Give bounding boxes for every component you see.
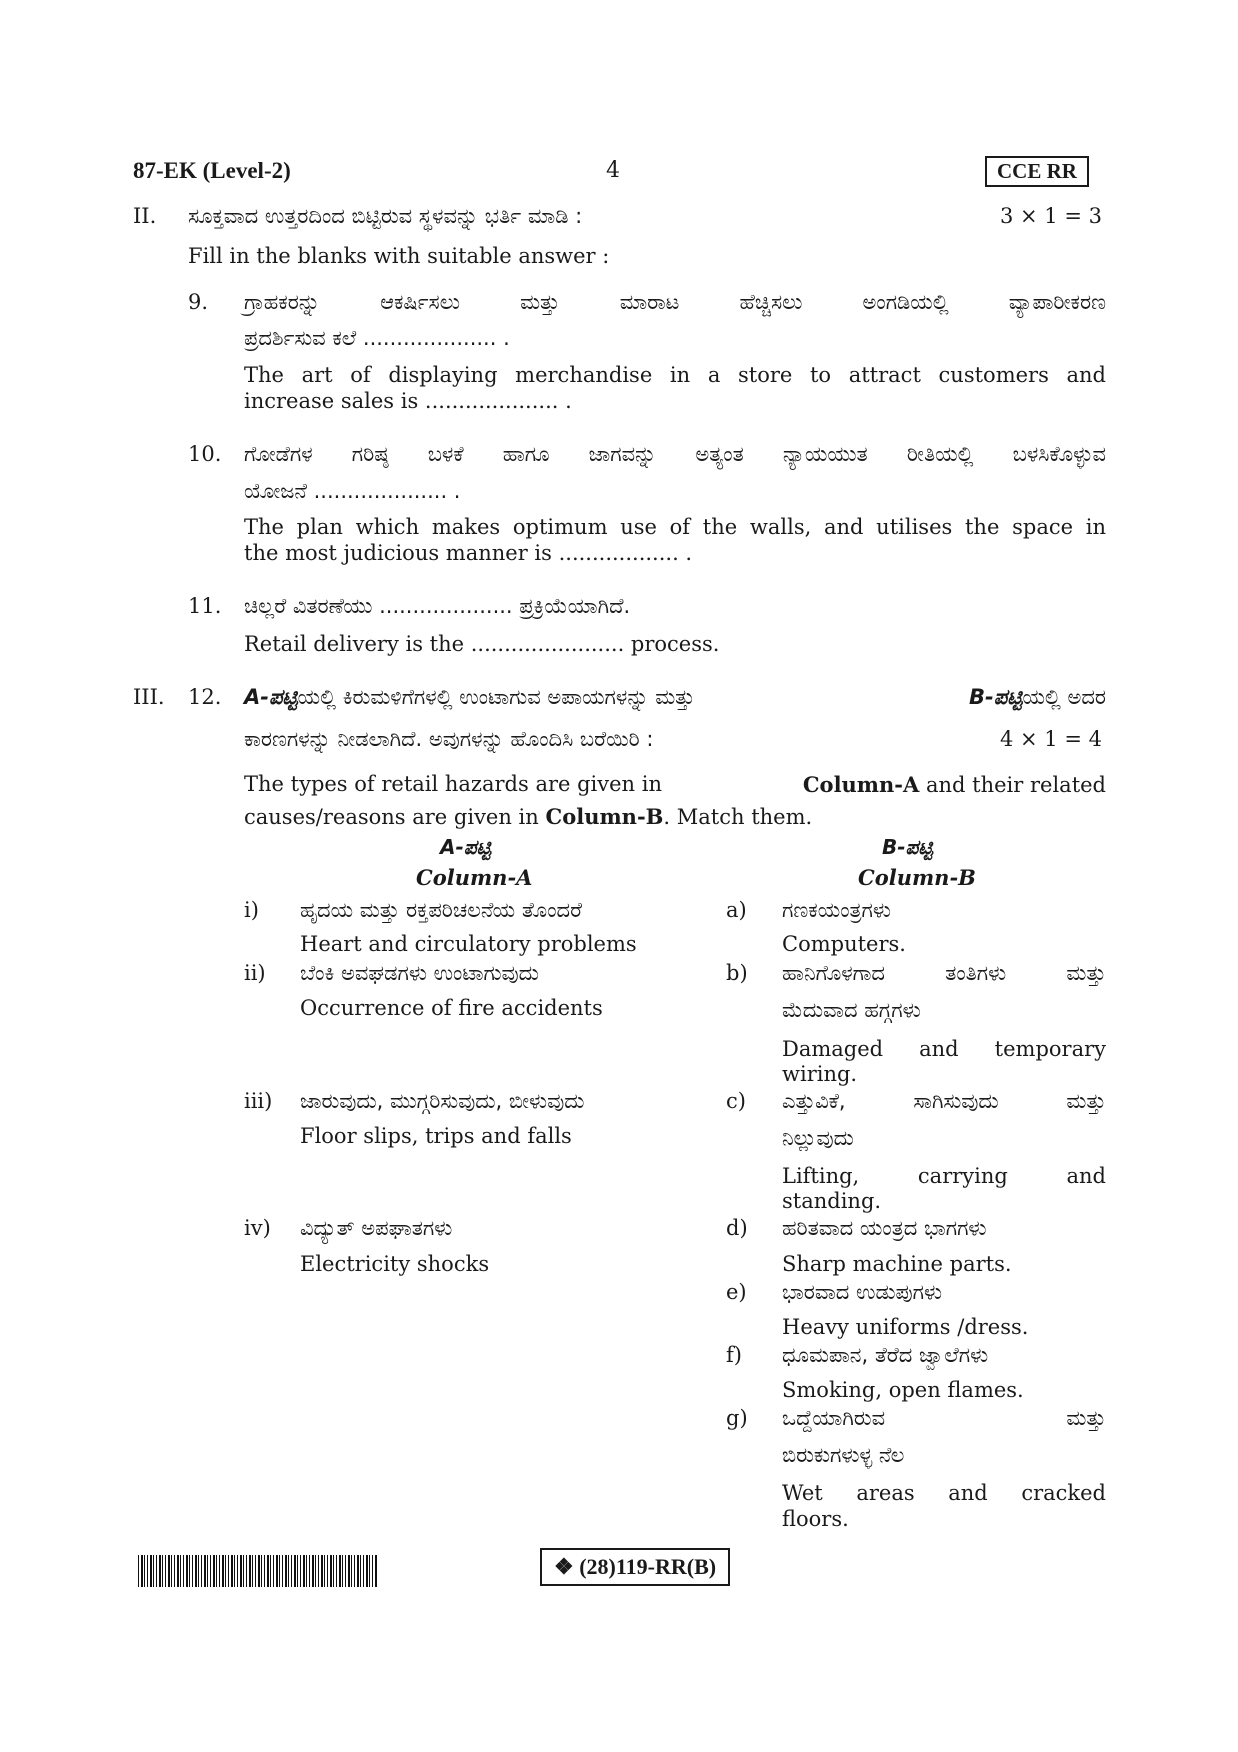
column-b-kn: ಗಣಕಯಂತ್ರಗಳು [782,898,891,922]
q11-en-line1: Retail delivery is the ....................... process. [244,632,720,656]
column-b-en: Wet areas and cracked [782,1481,1106,1505]
q12-en-line2-b: . Match them. [663,805,813,829]
column-b-label: b) [726,961,748,985]
column-b-heading-en: Column-B [858,865,976,890]
q10-number: 10. [188,442,222,466]
q12-en-line2-a: causes/reasons are given in [244,805,539,829]
q12-kn-line2: ಕಾರಣಗಳನ್ನು ನೀಡಲಾಗಿದೆ. ಅವುಗಳನ್ನು ಹೊಂದಿಸಿ ಬರೆಯಿರಿ : [244,727,654,751]
section-2-numeral: II. [133,204,157,228]
q12-kn-line1 [244,685,1106,710]
footer-code-box [540,1548,730,1586]
section-3-numeral: III. [133,685,165,709]
column-a-heading-kn: A-ಪಟ್ಟಿ [440,835,492,859]
section-2-instruction-en: Fill in the blanks with suitable answer : [188,244,610,268]
q12-column-b-ref: B-ಪಟ್ಟಿ [969,685,1023,709]
column-b-label: a) [726,898,747,922]
column-a-en: Occurrence of fire accidents [300,996,603,1020]
section-2-instruction-kn: ಸೂಕ್ತವಾದ ಉತ್ತರದಿಂದ ಬಿಟ್ಟಿರುವ ಸ್ಥಳವನ್ನು ಭರ್ತಿ ಮಾಡಿ : [188,204,583,228]
q11-kn-line1: ಚಿಲ್ಲರೆ ವಿತರಣೆಯು .................... ಪ್ರಕ್ರಿಯೆಯಾಗಿದೆ. [244,594,631,618]
column-b-label: e) [726,1280,747,1304]
column-b-kn: ಹಾನಿಗೊಳಗಾದ ತಂತಿಗಳು ಮತ್ತು [782,961,1106,985]
column-b-heading-kn: B-ಪಟ್ಟಿ [882,835,933,859]
q9-en-line1: The art of displaying merchandise in a store to attract customers and [244,363,1106,387]
q10-en-line1: The plan which makes optimum use of the walls, and utilises the space in [244,515,1106,539]
column-a-heading-en: Column-A [416,865,533,890]
column-b-kn-cont: ನಿಲ್ಲುವುದು [782,1126,854,1150]
q12-number: 12. [188,685,222,709]
column-b-kn: ಹರಿತವಾದ ಯಂತ್ರದ ಭಾಗಗಳು [782,1216,987,1240]
page-number: 4 [606,158,620,183]
column-a-label: ii) [244,961,266,985]
column-b-kn: ಎತ್ತುವಿಕೆ, ಸಾಗಿಸುವುದು ಮತ್ತು [782,1089,1106,1113]
column-a-label: iv) [244,1216,271,1240]
q9-en-line2: increase sales is .................... . [244,389,572,413]
column-a-en: Electricity shocks [300,1252,490,1276]
column-b-en: Computers. [782,932,906,956]
q10-en-line2: the most judicious manner is .................. . [244,541,693,565]
column-a-label: i) [244,898,259,922]
column-b-en: Damaged and temporary [782,1037,1106,1061]
q9-number: 9. [188,290,209,314]
column-b-kn: ಭಾರವಾದ ಉಡುಪುಗಳು [782,1280,943,1304]
paper-code: 87-EK (Level-2) [133,158,291,183]
q12-column-a-ref: A-ಪಟ್ಟಿ [244,685,298,709]
q12-en-line2 [244,804,812,829]
column-b-kn-cont: ಬಿರುಕುಗಳುಳ್ಳ ನೆಲ [782,1443,905,1467]
column-b-label: f) [726,1343,742,1367]
q12-kn-line1-end: ಯಲ್ಲಿ ಅದರ [1022,685,1106,709]
column-a-kn: ಹೃದಯ ಮತ್ತು ರಕ್ತಪರಿಚಲನೆಯ ತೊಂದರೆ [300,898,583,922]
barcode-image [138,1555,378,1587]
q12-en-line1 [244,772,1106,797]
q11-number: 11. [188,594,222,618]
column-b-en: Smoking, open flames. [782,1378,1024,1402]
q12-kn-line1-mid: ಯಲ್ಲಿ ಕಿರುಮಳಿಗೆಗಳಲ್ಲಿ ಉಂಟಾಗುವ ಅಪಾಯಗಳನ್ನು ಮತ್ತು [297,685,695,709]
level-badge: CCE RR [985,156,1089,187]
q12-en-line1-b: and their related [926,773,1106,797]
column-b-label: c) [726,1089,746,1113]
column-b-kn-cont: ಮೆದುವಾದ ಹಗ್ಗಗಳು [782,998,921,1022]
q10-kn-line1: ಗೋಡೆಗಳ ಗರಿಷ್ಠ ಬಳಕೆ ಹಾಗೂ ಜಾಗವನ್ನು ಅತ್ಯಂತ ನ್ಯಾಯಯುತ ರೀತಿಯಲ್ಲಿ ಬಳಸಿಕೊಳ್ಳುವ [244,442,1106,466]
footer-code: (28)119-RR(B) [579,1554,717,1579]
q12-en-line1-a: The types of retail hazards are given in [244,772,663,796]
q12-marks: 4 × 1 = 4 [1000,727,1102,751]
column-b-en: Heavy uniforms /dress. [782,1315,1029,1339]
column-b-kn: ಧೂಮಪಾನ, ತೆರೆದ ಜ್ವಾಲೆಗಳು [782,1343,989,1367]
column-b-label: g) [726,1406,748,1430]
column-b-label: d) [726,1216,748,1240]
column-a-label: iii) [244,1089,273,1113]
q9-kn-line1: ಗ್ರಾಹಕರನ್ನು ಆಕರ್ಷಿಸಲು ಮತ್ತು ಮಾರಾಟ ಹೆಚ್ಚಿಸಲು ಅಂಗಡಿಯಲ್ಲಿ ವ್ಯಾಪಾರೀಕರಣ [244,290,1106,314]
section-2-marks: 3 × 1 = 3 [1000,204,1102,228]
column-b-en: Lifting, carrying and [782,1164,1106,1188]
column-b-en-cont: floors. [782,1507,849,1531]
column-b-en: Sharp machine parts. [782,1252,1012,1276]
column-b-kn: ಒದ್ದೆಯಾಗಿರುವ ಮತ್ತು [782,1406,1106,1430]
q12-en-line1-bold: Column-A [802,772,920,797]
column-a-en: Floor slips, trips and falls [300,1124,572,1148]
diamond-icon: ❖ [554,1554,574,1579]
column-a-kn: ಬೆಂಕಿ ಅವಘಡಗಳು ಉಂಟಾಗುವುದು [300,961,539,985]
column-b-en-cont: wiring. [782,1062,858,1086]
column-b-en-cont: standing. [782,1189,882,1213]
column-a-kn: ವಿದ್ಯುತ್ ಅಪಘಾತಗಳು [300,1216,453,1240]
q10-kn-line2: ಯೋಜನೆ .................... . [244,479,461,503]
column-a-en: Heart and circulatory problems [300,932,637,956]
q12-en-line2-bold: Column-B [545,804,664,829]
column-a-kn: ಜಾರುವುದು, ಮುಗ್ಗರಿಸುವುದು, ಬೀಳುವುದು [300,1089,585,1113]
q9-kn-line2: ಪ್ರದರ್ಶಿಸುವ ಕಲೆ .................... . [244,326,510,350]
